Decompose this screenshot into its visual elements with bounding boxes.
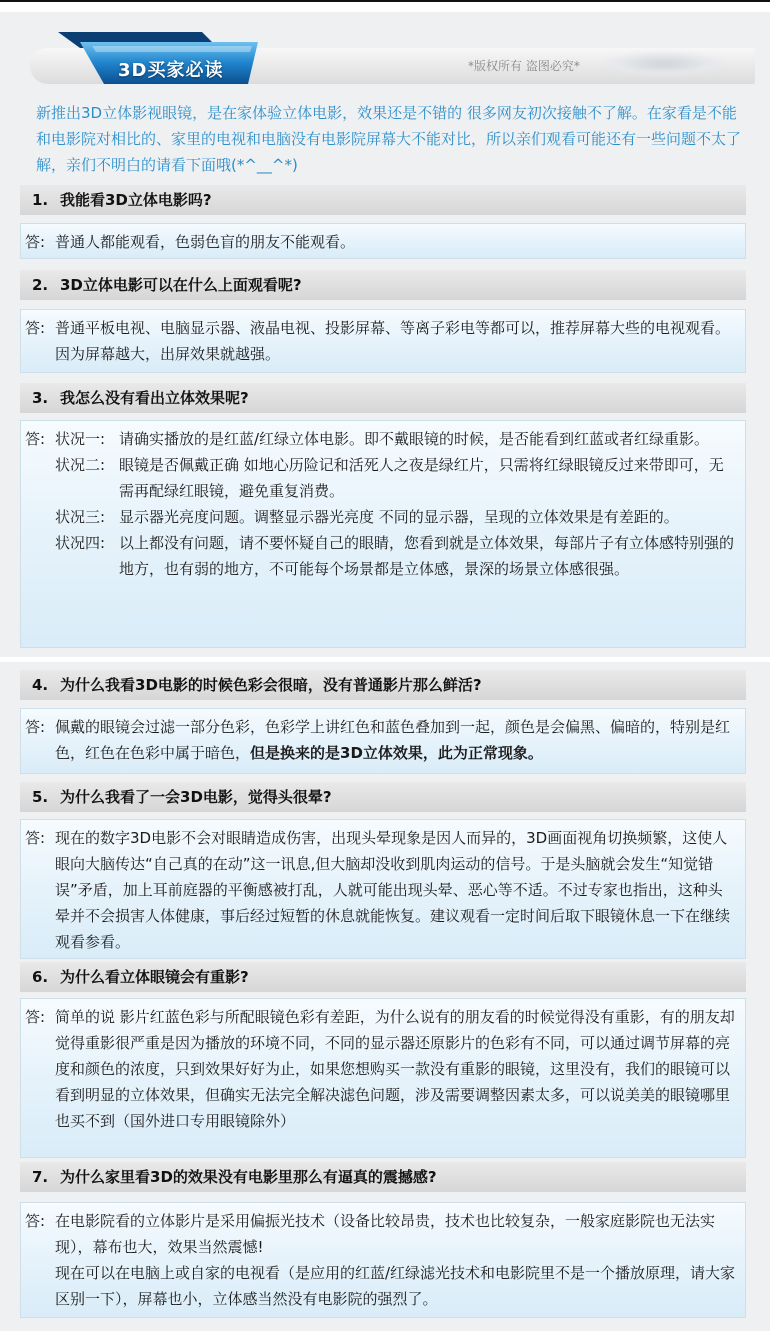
question-number: 5. (32, 788, 49, 806)
answer-cases (55, 426, 737, 582)
answer-label: 答: (25, 430, 46, 448)
answer-text (55, 714, 737, 766)
answer-text (55, 1208, 737, 1312)
answer-label: 答: (25, 319, 46, 337)
question-number: 3. (32, 389, 49, 407)
question-text: 为什么我看3D电影的时候色彩会很暗，没有普通影片那么鲜活? (60, 676, 482, 694)
answer-label: 答: (25, 718, 46, 736)
question-text: 为什么看立体眼镜会有重影? (60, 968, 249, 986)
case-text: 显示器光亮度问题。调整显示器光亮度 不同的显示器，呈现的立体效果是有差距的。 (119, 508, 679, 526)
page-title: 3D买家必读 (118, 60, 224, 81)
answer-box (20, 1202, 746, 1318)
copyright-notice: *版权所有 盗图必究* (468, 59, 580, 73)
answer-box (20, 819, 746, 959)
answer-label: 答: (25, 829, 46, 847)
answer-paragraph: 现在可以在电脑上或自家的电视看（是应用的红蓝/红绿滤光技术和电影院里不是一个播放原理，请大家区别一下），屏幕也小，立体感当然没有电影院的强烈了。 (55, 1264, 736, 1308)
answer-text-plain: 佩戴的眼镜会过滤一部分色彩，色彩学上讲红色和蓝色叠加到一起，颜色是会偏黑、偏暗的，特别是红色，红色在色彩中属于暗色， (55, 718, 731, 762)
answer-box (20, 708, 746, 774)
question-bar (20, 962, 746, 992)
answer-text-emphasis: 但是换来的是3D立体效果，此为正常现象。 (250, 744, 543, 762)
answer-label: 答: (25, 1008, 46, 1026)
question-text: 我能看3D立体电影吗? (60, 191, 212, 209)
case-item (55, 452, 737, 504)
case-text: 请确实播放的是红蓝/红绿立体电影。即不戴眼镜的时候，是否能看到红蓝或者红绿重影。 (119, 430, 710, 448)
blurred-watermark (605, 52, 723, 76)
case-item (55, 504, 737, 530)
answer-box (20, 309, 746, 373)
case-item (55, 426, 737, 452)
case-text: 以上都没有问题，请不要怀疑自己的眼睛，您看到就是立体效果，每部片子有立体感特别强的地方，也有弱的地方，不可能每个场景都是立体感，景深的场景立体感很强。 (119, 534, 735, 578)
question-bar (20, 1162, 746, 1192)
case-label: 状况四: (55, 534, 106, 552)
question-number: 6. (32, 968, 49, 986)
question-text: 我怎么没有看出立体效果呢? (60, 389, 249, 407)
answer-box (20, 223, 746, 259)
top-divider (0, 0, 770, 12)
answer-box (20, 998, 746, 1158)
question-number: 7. (32, 1168, 49, 1186)
answer-label: 答: (25, 1212, 46, 1230)
case-label: 状况二: (55, 456, 106, 474)
answer-label: 答: (25, 233, 46, 251)
answer-box (20, 420, 746, 648)
answer-text: 普通平板电视、电脑显示器、液晶电视、投影屏幕、等离子彩电等都可以，推荐屏幕大些的电视观看。因为屏幕越大，出屏效果就越强。 (55, 319, 731, 363)
question-text: 3D立体电影可以在什么上面观看呢? (60, 276, 302, 294)
case-text: 眼镜是否佩戴正确 如地心历险记和活死人之夜是绿红片，只需将红绿眼镜反过来带即可，无需再配绿红眼镜，避免重复消费。 (119, 456, 724, 500)
question-text: 为什么家里看3D的效果没有电影里那么有逼真的震撼感? (60, 1168, 437, 1186)
question-bar (20, 270, 746, 300)
case-label: 状况一: (55, 430, 106, 448)
question-bar (20, 670, 746, 700)
question-number: 2. (32, 276, 49, 294)
answer-text: 普通人都能观看，色弱色盲的朋友不能观看。 (55, 233, 356, 251)
answer-text: 现在的数字3D电影不会对眼睛造成伤害，出现头晕现象是因人而异的，3D画面视角切换频繁，这使人眼向大脑传达“自己真的在动”这一讯息,但大脑却没收到肌肉运动的信号。于是头脑就会发生“知觉错误”矛盾，加上耳前庭器的平衡感被打乱，人就可能出现头晕、恶心等不适。不过专家也指出，这种头晕并不会损害人体健康，事后经过短暂的休息就能恢复。建议观看一定时间后取下眼镜休息一下在继续观看参看。 (55, 829, 731, 951)
question-text: 为什么我看了一会3D电影，觉得头很晕? (60, 788, 332, 806)
question-number: 4. (32, 676, 49, 694)
intro-text: 新推出3D立体影视眼镜，是在家体验立体电影，效果还是不错的 很多网友初次接触不了解。在家看是不能和电影院对相比的、家里的电视和电脑没有电影院屏幕大不能对比，所以亲们观看可能还有一些问题不太了解，亲们不明白的请看下面哦(*^__^*) (36, 104, 742, 174)
case-label: 状况三: (55, 508, 106, 526)
case-item (55, 530, 737, 582)
answer-paragraph: 在电影院看的立体影片是采用偏振光技术（设备比较昂贵，技术也比较复杂，一般家庭影院也无法实现），幕布也大，效果当然震憾! (55, 1212, 716, 1256)
question-bar (20, 185, 746, 215)
question-bar (20, 383, 746, 413)
question-bar (20, 782, 746, 812)
answer-text: 简单的说 影片红蓝色彩与所配眼镜色彩有差距，为什么说有的朋友看的时候觉得没有重影，有的朋友却觉得重影很严重是因为播放的环境不同，不同的显示器还原影片的色彩有不同，可以通过调节屏幕的亮度和颜色的浓度，只到效果好好为止，如果您想购买一款没有重影的眼镜，这里没有，我们的眼镜可以看到明显的立体效果，但确实无法完全解决滤色问题，涉及需要调整因素太多，可以说美美的眼镜哪里也买不到（国外进口专用眼镜除外） (55, 1008, 735, 1130)
question-number: 1. (32, 191, 49, 209)
